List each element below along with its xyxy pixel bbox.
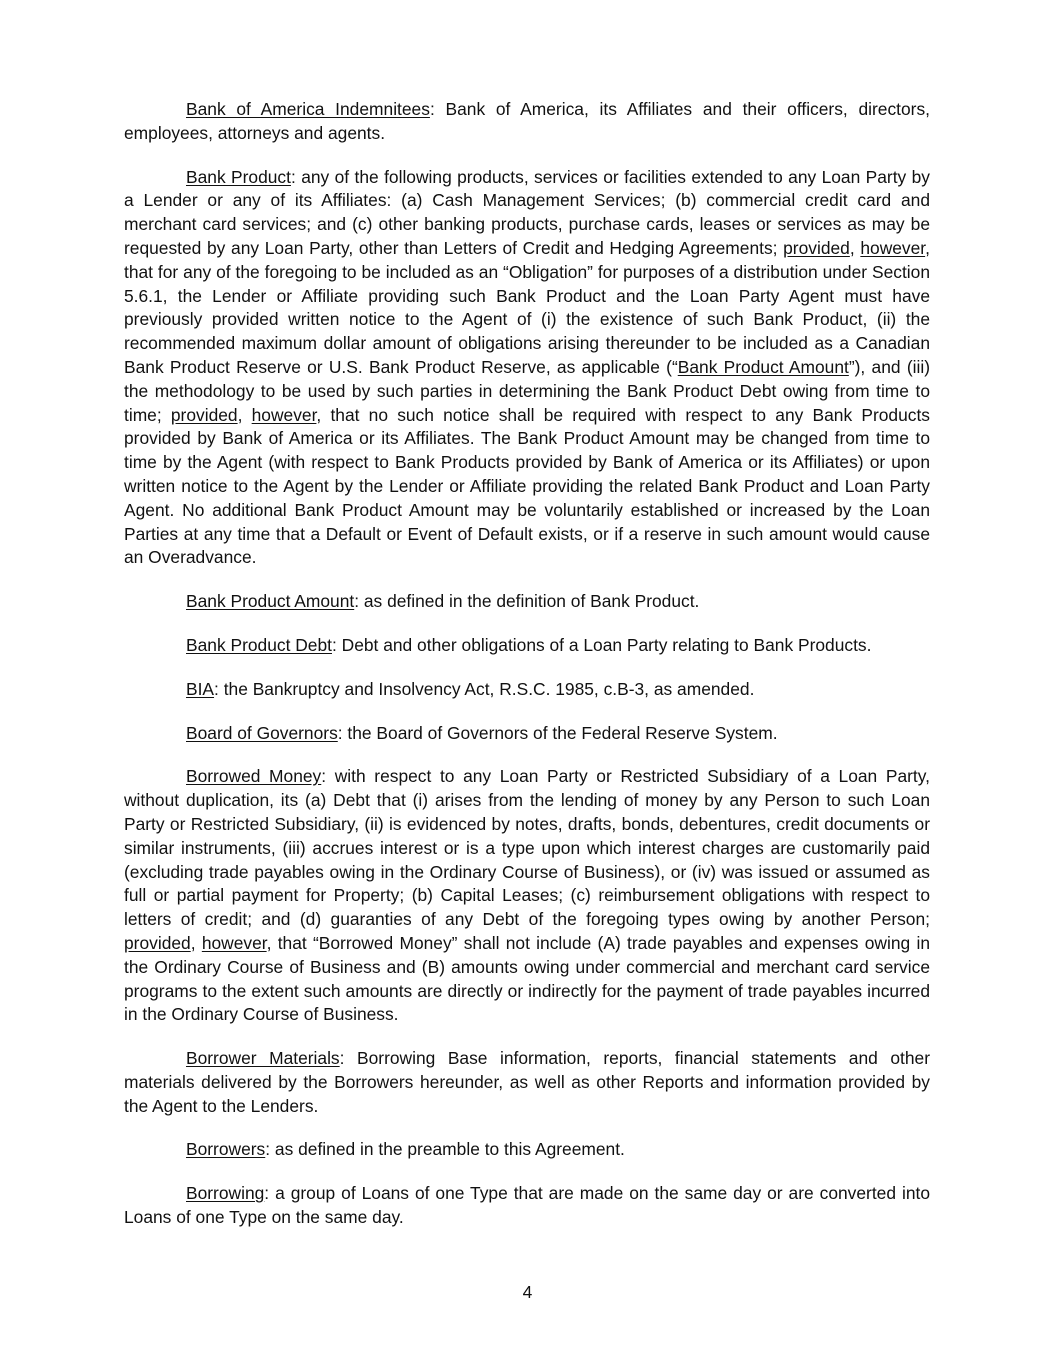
definition-text: : the Bankruptcy and Insolvency Act, R.S.C. 1985, c.B-3, as amended. — [214, 678, 755, 699]
definition-text: , — [190, 932, 202, 953]
defined-term: Borrower Materials — [186, 1048, 340, 1069]
defined-term: Bank Product — [186, 166, 291, 187]
proviso-however: however — [860, 237, 926, 258]
proviso-however: however — [251, 404, 317, 425]
definition-bank-product — [124, 166, 930, 571]
definition-text: : Debt and other obligations of a Loan Party relating to Bank Products. — [331, 634, 872, 655]
definition-text: , that for any of the foregoing to be included as an “Obligation” for purposes of a distribution under Section 5.6.1, the Lender or Affiliate providing such Bank Product and the Loan Party Agent must have previously provided written notice to the Agent of (i) the existence of such Bank Product, (ii) the recommended maximum dollar amount of obligations arising thereunder to be included as a Canadian Bank Product Reserve or U.S. Bank Product Reserve, as applicable (“ — [124, 237, 930, 377]
definition-text: : Bank of America, its Affiliates and their officers, directors, employees, attorneys and agents. — [124, 99, 930, 143]
definition-text: : the Board of Governors of the Federal Reserve System. — [337, 722, 778, 743]
definition-borrowing — [124, 1182, 930, 1230]
definition-text: , — [849, 237, 861, 258]
defined-term: Board of Governors — [186, 722, 338, 743]
definition-text: : a group of Loans of one Type that are made on the same day or are converted into Loans of one Type on the same day. — [124, 1183, 930, 1228]
definition-borrower-materials — [124, 1047, 930, 1118]
definition-bank-product-debt — [124, 634, 930, 658]
definition-text: : any of the following products, services or facilities extended to any Loan Party by a Lender or any of its Affiliates: (a) Cash Management Services; (b) commercial credit card and merchant card services; and (c) other banking products, purchase cards, leases or services as may be requested by any Loan Party, other than Letters of Credit and Hedging Agreements; — [124, 166, 931, 258]
definition-text: : as defined in the definition of Bank Product. — [354, 591, 700, 612]
definition-borrowers — [124, 1138, 930, 1162]
proviso-provided: provided — [124, 932, 191, 953]
defined-term: Bank of America Indemnitees — [186, 99, 430, 119]
definition-text: , — [237, 404, 252, 425]
definition-borrowed-money — [124, 765, 930, 1027]
proviso-provided: provided — [783, 237, 850, 258]
defined-term: Borrowers — [186, 1139, 266, 1160]
definition-text: : Borrowing Base information, reports, financial statements and other materials delivered by the Borrowers hereunder, as well as other Reports and information provided by the Agent to the Lenders. — [124, 1048, 930, 1116]
defined-term: Bank Product Amount — [186, 591, 355, 612]
definition-text: : with respect to any Loan Party or Restricted Subsidiary of a Loan Party, without duplication, its (a) Debt that (i) arises from the lending of money by any Person to such Loan Party or Restricted Subsidiary, (ii) is evidenced by notes, drafts, bonds, debentures, credit documents or similar instruments, (iii) accrues interest or is a type upon which interest charges are customarily paid (excluding trade payables owing in the Ordinary Course of Business), or (iv) was issued or assumed as full or partial payment for Property; (b) Capital Leases; (c) reimbursement obligations with respect to letters of credit; and (d) guaranties of any Debt of the foregoing types owing by another Person; — [124, 766, 930, 930]
defined-term: Borrowed Money — [186, 766, 322, 787]
document-page — [124, 98, 930, 1250]
page-number: 4 — [522, 1282, 533, 1302]
definition-bia — [124, 678, 930, 702]
definition-bank-product-amount — [124, 590, 930, 614]
definition-text: , that no such notice shall be required with respect to any Bank Products provided by Bank of America or its Affiliates. The Bank Product Amount may be changed from time to time by the Agent (with respect to Bank Products provided by Bank of America or its Affiliates) or upon written notice to the Agent by the Lender or Affiliate providing the related Bank Product and Loan Party Agent. No additional Bank Product Amount may be voluntarily established or increased by the Loan Parties at any time that a Default or Event of Default exists, or if a reserve in such amount would cause an Overadvance. — [124, 404, 930, 568]
proviso-however: however — [201, 932, 267, 953]
definition-bank-of-america-indemnitees — [124, 98, 930, 146]
definition-board-of-governors — [124, 722, 930, 746]
defined-term: Borrowing — [186, 1183, 265, 1204]
proviso-provided: provided — [170, 404, 238, 425]
definition-text: , that “Borrowed Money” shall not include (A) trade payables and expenses owing in the Ordinary Course of Business and (B) amounts owing under commercial and merchant card service programs to the extent such amounts are directly or indirectly for the payment of trade payables incurred in the Ordinary Course of Business. — [124, 932, 931, 1025]
defined-term: BIA — [186, 678, 215, 699]
defined-term: Bank Product Debt — [186, 634, 332, 655]
definition-text: : as defined in the preamble to this Agreement. — [265, 1139, 625, 1160]
definition-text: ”), and (iii) the methodology to be used by such parties in determining the Bank Product Debt owing from time to time; — [124, 356, 930, 425]
inline-defined-term: Bank Product Amount — [677, 356, 849, 377]
